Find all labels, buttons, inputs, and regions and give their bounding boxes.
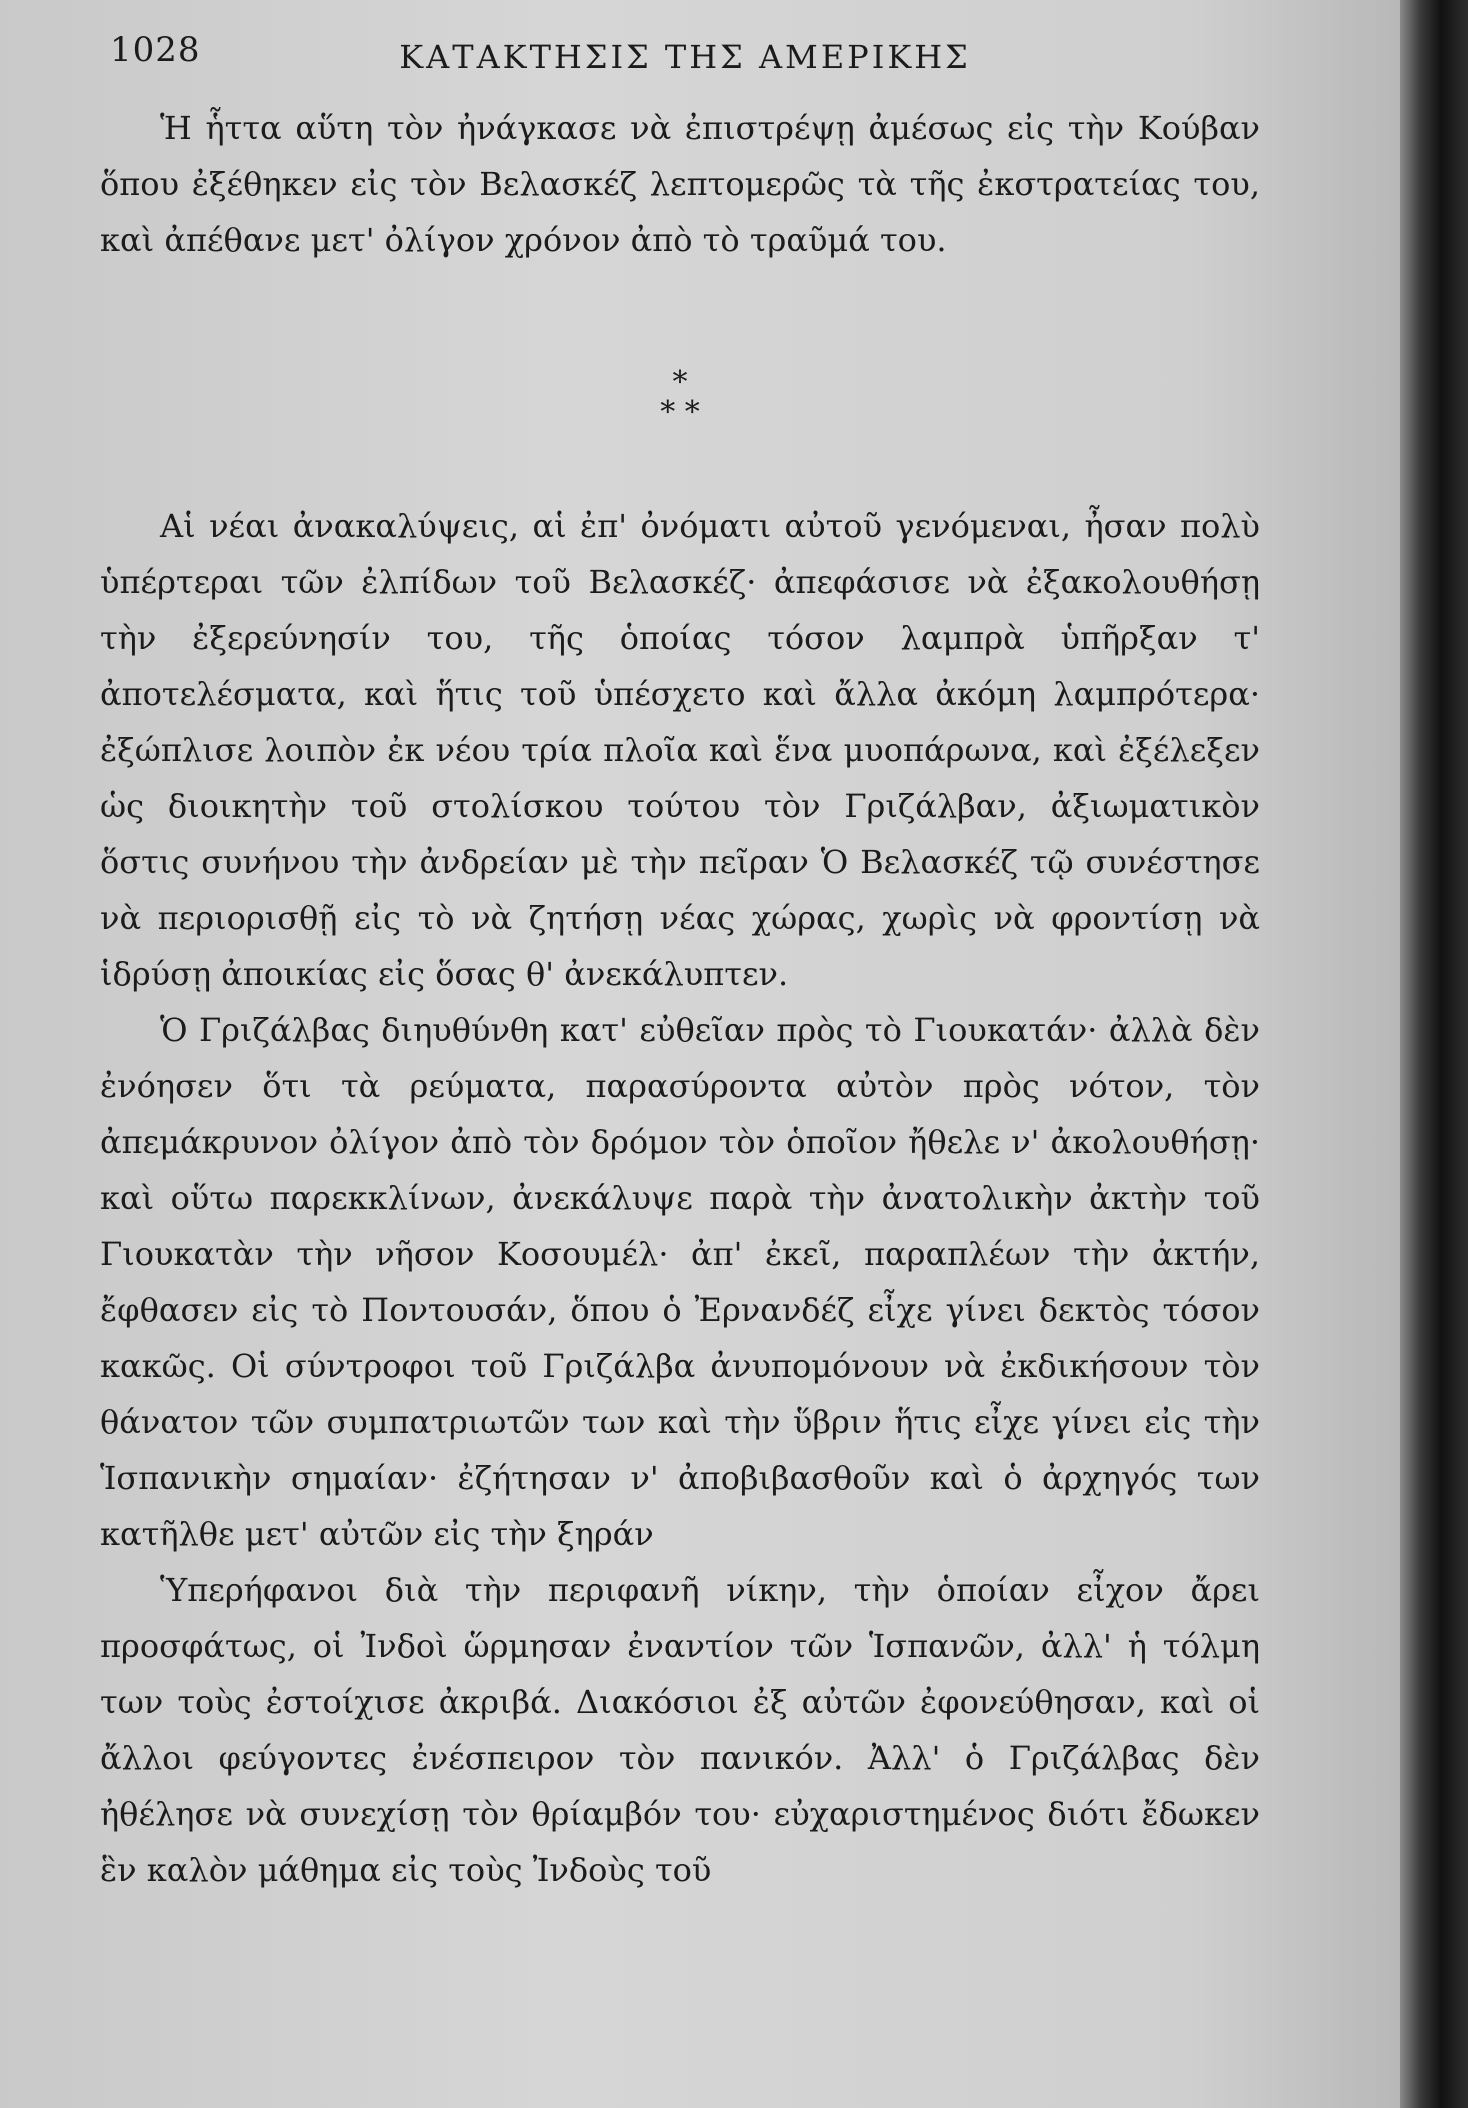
- ornament-bottom-stars: * *: [660, 395, 700, 430]
- page-number: 1028: [110, 30, 201, 70]
- paragraph-4: Ὑπερήφανοι διὰ τὴν περιφανῆ νίκην, τὴν ὁποίαν εἶχον ἄρει προσφάτως, οἱ Ἰνδοὶ ὥρμησαν ἐναντίον τῶν Ἱσπανῶν, ἀλλ' ἡ τόλμη των τοὺς ἐστοίχισε ἀκριβά. Διακόσιοι ἐξ αὐτῶν ἐφονεύθησαν, καὶ οἱ ἄλλοι φεύγοντες ἐνέσπειρον τὸν πανικόν. Ἀλλ' ὁ Γριζάλβας δὲν ἠθέλησε νὰ συνεχίσῃ τὸν θρίαμβόν του· εὐχαριστημένος διότι ἔδωκεν ἓν καλὸν μάθημα εἰς τοὺς Ἰνδοὺς τοῦ: [100, 1571, 1260, 1889]
- paragraph-1: Ἡ ἧττα αὕτη τὸν ἠνάγκασε νὰ ἐπιστρέψῃ ἀμέσως εἰς τὴν Κούβαν ὅπου ἐξέθηκεν εἰς τὸν Βελασκέζ λεπτομερῶς τὰ τῆς ἐκστρατείας του, καὶ ἀπέθανε μετ' ὀλίγον χρόνον ἀπὸ τὸ τραῦμά του.: [100, 109, 1260, 259]
- paragraph-3: Ὁ Γριζάλβας διηυθύνθη κατ' εὐθεῖαν πρὸς τὸ Γιουκατάν· ἀλλὰ δὲν ἐνόησεν ὅτι τὰ ρεύματα, παρασύροντα αὐτὸν πρὸς νότον, τὸν ἀπεμάκρυνον ὀλίγον ἀπὸ τὸν δρόμον τὸν ὁποῖον ἤθελε ν' ἀκολουθήσῃ· καὶ οὕτω παρεκκλίνων, ἀνεκάλυψε παρὰ τὴν ἀνατολικὴν ἀκτὴν τοῦ Γιουκατὰν τὴν νῆσον Κοσουμέλ· ἀπ' ἐκεῖ, παραπλέων τὴν ἀκτήν, ἔφθασεν εἰς τὸ Ποντουσάν, ὅπου ὁ Ἐρνανδέζ εἶχε γίνει δεκτὸς τόσον κακῶς. Οἱ σύντροφοι τοῦ Γριζάλβα ἀνυπομόνουν νὰ ἐκδικήσουν τὸν θάνατον τῶν συμπατριωτῶν των καὶ τὴν ὕβριν ἥτις εἶχε γίνει εἰς τὴν Ἱσπανικὴν σημαίαν· ἐζήτησαν ν' ἀποβιβασθοῦν καὶ ὁ ἀρχηγός των κατῆλθε μετ' αὐτῶν εἰς τὴν ξηράν: [100, 1011, 1260, 1553]
- page-body: [100, 100, 1260, 1898]
- paragraph-2: Αἱ νέαι ἀνακαλύψεις, αἱ ἐπ' ὀνόματι αὐτοῦ γενόμεναι, ἦσαν πολὺ ὑπέρτεραι τῶν ἐλπίδων τοῦ Βελασκέζ· ἀπεφάσισε νὰ ἐξακολουθήσῃ τὴν ἐξερεύνησίν του, τῆς ὁποίας τόσον λαμπρὰ ὑπῆρξαν τ' ἀποτελέσματα, καὶ ἥτις τοῦ ὑπέσχετο καὶ ἄλλα ἀκόμη λαμπρότερα· ἐξώπλισε λοιπὸν ἐκ νέου τρία πλοῖα καὶ ἕνα μυοπάρωνα, καὶ ἐξέλεξεν ὡς διοικητὴν τοῦ στολίσκου τούτου τὸν Γριζάλβαν, ἀξιωματικὸν ὅστις συνήνου τὴν ἀνδρείαν μὲ τὴν πεῖραν Ὁ Βελασκέζ τῷ συνέστησε νὰ περιορισθῇ εἰς τὸ νὰ ζητήσῃ νέας χώρας, χωρὶς νὰ φροντίσῃ νὰ ἱδρύσῃ ἀποικίας εἰς ὅσας θ' ἀνεκάλυπτεν.: [100, 507, 1260, 993]
- section-ornament: [100, 365, 1260, 430]
- running-title: ΚΑΤΑΚΤΗΣΙΣ ΤΗΣ ΑΜΕΡΙΚΗΣ: [399, 38, 971, 76]
- ornament-top-star: *: [672, 365, 688, 400]
- page-header: [110, 30, 1260, 100]
- book-spine-shadow: [1400, 0, 1468, 2108]
